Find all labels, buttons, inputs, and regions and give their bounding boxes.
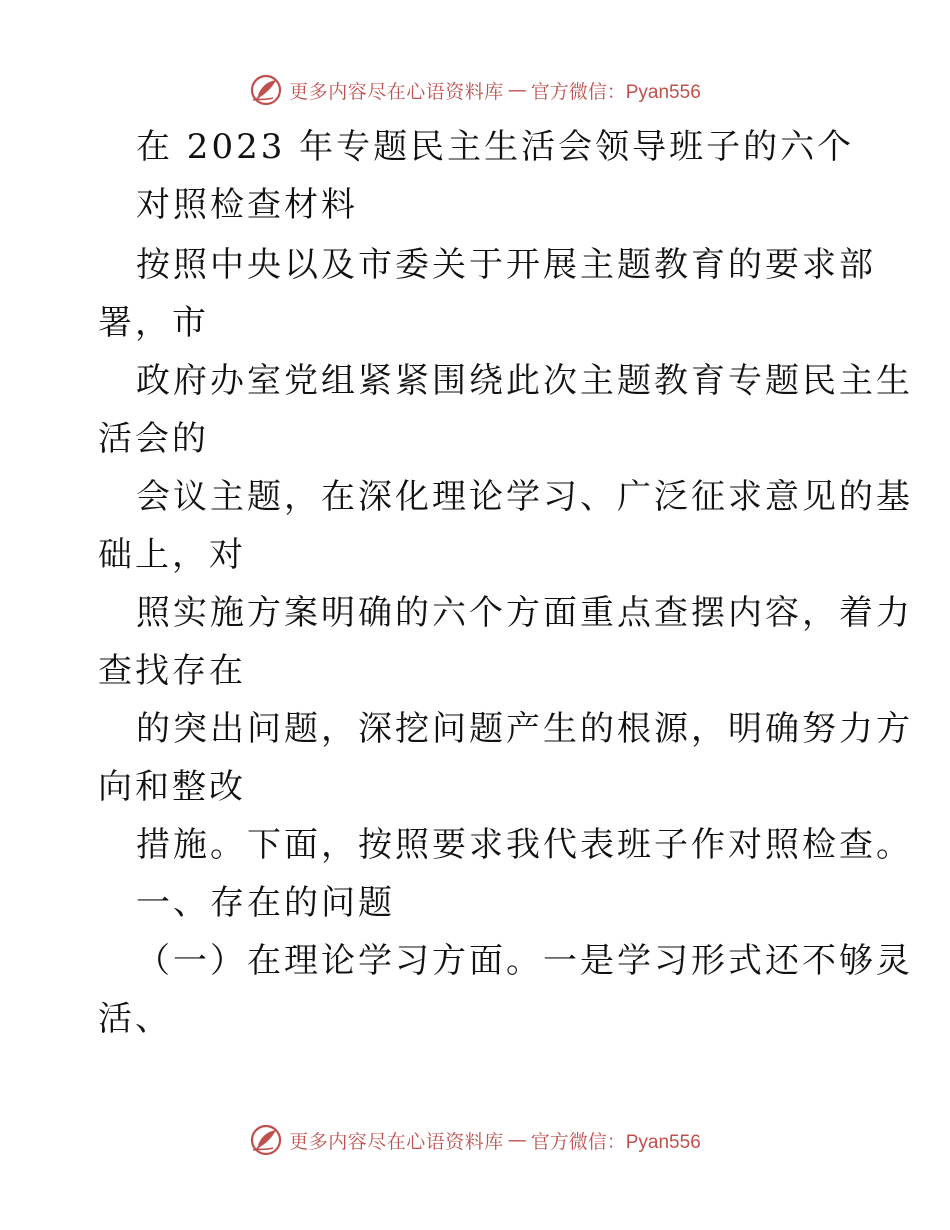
body-line: 照实施方案明确的六个方面重点查摆内容，着力 — [136, 593, 913, 633]
document-title-line-2: 对照检查材料 — [136, 185, 358, 225]
watermark-separator: — — [507, 79, 527, 101]
pen-logo-icon — [249, 73, 283, 107]
watermark-banner-top — [0, 70, 950, 110]
body-line: 础上，对 — [98, 535, 246, 575]
body-line: 会议主题，在深化理论学习、广泛征求意见的基 — [136, 477, 913, 517]
body-line: 查找存在 — [98, 651, 246, 691]
watermark-wechat: 官方微信：Pyan556 — [530, 81, 701, 103]
body-line: （一）在理论学习方面。一是学习形式还不够灵 — [136, 941, 913, 981]
body-line: 活、 — [98, 999, 172, 1039]
body-line: 措施。下面，按照要求我代表班子作对照检查。 — [136, 825, 913, 865]
document-title-line-1: 在 2023 年专题民主生活会领导班子的六个 — [136, 127, 855, 167]
body-line: 的突出问题，深挖问题产生的根源，明确努力方 — [136, 709, 913, 749]
body-line: 活会的 — [98, 419, 209, 459]
section-heading: 一、存在的问题 — [136, 883, 395, 923]
body-line: 按照中央以及市委关于开展主题教育的要求部 — [136, 245, 876, 285]
body-line: 向和整改 — [98, 767, 246, 807]
watermark-text: 更多内容尽在心语资料库 — [289, 1130, 504, 1153]
body-line: 政府办室党组紧紧围绕此次主题教育专题民主生 — [136, 361, 913, 401]
watermark-separator: — — [507, 1129, 527, 1151]
watermark-text: 更多内容尽在心语资料库 — [289, 80, 504, 103]
watermark-wechat: 官方微信：Pyan556 — [530, 1131, 701, 1153]
pen-logo-icon — [249, 1123, 283, 1157]
watermark-banner-bottom — [0, 1120, 950, 1160]
body-line: 署，市 — [98, 303, 209, 343]
